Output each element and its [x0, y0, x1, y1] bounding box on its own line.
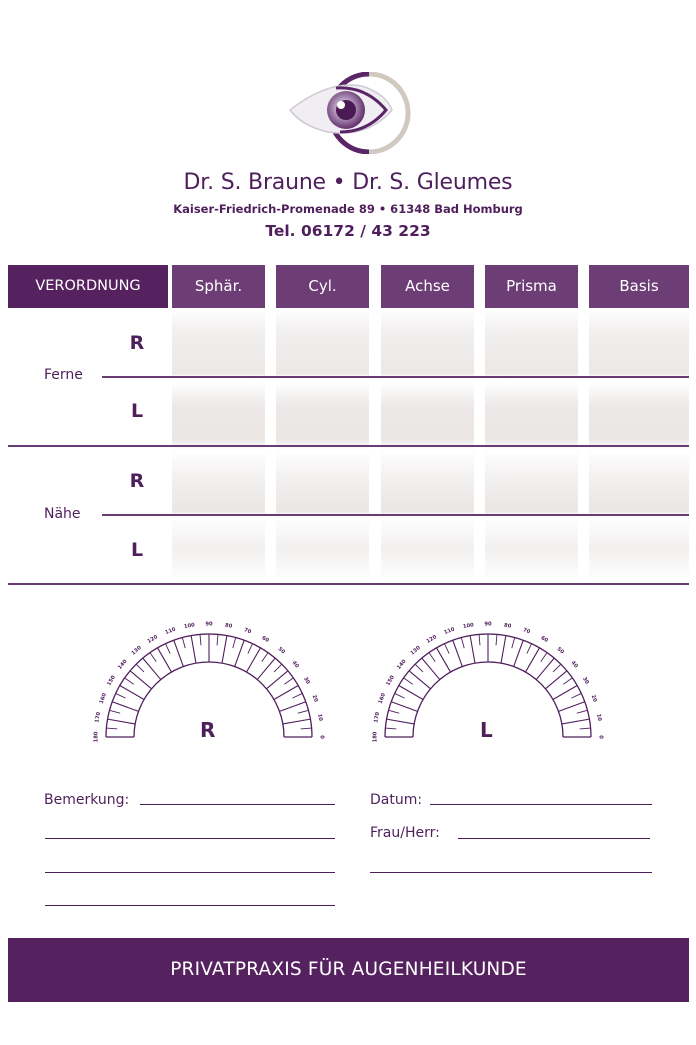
gauge-tick-label: 10	[595, 713, 603, 722]
row-label-naehe: Nähe	[44, 506, 81, 522]
gauge-tick	[580, 728, 591, 729]
gauge-tick	[150, 653, 156, 662]
table-title: VERORDNUNG	[8, 265, 168, 308]
gauge-tick	[470, 636, 475, 664]
gauge-tick	[112, 702, 138, 712]
gauge-tick	[283, 719, 311, 724]
remark-line-1[interactable]	[140, 804, 335, 805]
gauge-tick	[200, 634, 201, 645]
gauge-label-left: L	[480, 718, 493, 742]
gauge-tick	[233, 638, 236, 649]
ferne-right-eye-label: R	[129, 332, 145, 354]
gauge-tick-label: 70	[243, 627, 252, 636]
gauge-tick-label: 20	[310, 694, 319, 703]
gauge-tick-label: 60	[539, 635, 549, 644]
gauge-tick	[108, 719, 136, 724]
gauge-tick-label: 180	[372, 731, 379, 743]
gauge-tick-label: 140	[396, 658, 408, 671]
gauge-tick	[391, 702, 417, 712]
gauge-tick	[496, 634, 497, 645]
date-label: Datum:	[370, 792, 423, 808]
practice-phone: Tel. 06172 / 43 223	[265, 222, 431, 240]
gauge-tick-label: 120	[425, 634, 438, 645]
gauge-tick-label: 120	[146, 634, 159, 645]
gauge-tick	[512, 638, 515, 649]
gauge-tick	[165, 644, 170, 654]
gauge-tick	[266, 671, 287, 689]
gauge-tick	[541, 653, 547, 662]
gauge-tick-label: 0	[318, 735, 325, 739]
gauge-tick	[130, 671, 151, 689]
gauge-tick-label: 170	[373, 711, 382, 724]
gauge-tick-label: 40	[290, 659, 300, 670]
remark-line-2[interactable]	[45, 838, 335, 839]
ferne-divider	[102, 376, 689, 378]
gauge-tick-label: 0	[597, 735, 604, 739]
gauge-tick	[563, 678, 572, 684]
gauge-tick-label: 150	[106, 674, 117, 687]
gauge-tick	[558, 702, 584, 712]
gauge-tick	[110, 710, 121, 713]
gauge-tick	[274, 664, 282, 672]
gauge-tick	[536, 658, 554, 679]
date-line[interactable]	[430, 804, 652, 805]
gauge-tick-label: 80	[224, 622, 233, 630]
column-header-prisma: Prisma	[485, 265, 578, 308]
gauge-tick	[545, 671, 566, 689]
gauge-tick	[217, 634, 218, 645]
gauge-tick	[571, 693, 581, 698]
row-label-ferne: Ferne	[44, 367, 83, 383]
gauge-tick-label: 100	[462, 622, 475, 631]
gauge-tick	[422, 658, 440, 679]
patient-line-2[interactable]	[370, 872, 652, 873]
gauge-tick	[279, 702, 305, 712]
gauge-tick-label: 110	[164, 626, 177, 636]
column-header-basis: Basis	[589, 265, 689, 308]
row-separator	[8, 445, 689, 447]
gauge-tick-label: 30	[302, 676, 311, 686]
gauge-tick	[222, 636, 227, 664]
gauge-tick	[191, 636, 196, 664]
gauge-tick-label: 100	[183, 622, 196, 631]
gauge-tick-label: 30	[581, 676, 590, 686]
gauge-tick-label: 70	[522, 627, 531, 636]
gauge-tick	[444, 644, 449, 654]
gauge-tick	[182, 638, 185, 649]
gauge-tick-label: 10	[316, 713, 324, 722]
naehe-left-eye-label: L	[130, 539, 144, 561]
gauge-tick-label: 50	[555, 646, 566, 656]
gauge-tick-label: 160	[98, 692, 108, 705]
prescription-table-header	[8, 265, 689, 308]
gauge-tick	[389, 710, 400, 713]
footer-banner: PRIVATPRAXIS FÜR AUGENHEILKUNDE	[8, 938, 689, 1002]
gauge-tick	[257, 658, 275, 679]
gauge-tick	[262, 653, 268, 662]
gauge-tick	[248, 644, 253, 654]
column-header-sphaer: Sphär.	[172, 265, 265, 308]
ferne-left-eye-label: L	[130, 400, 144, 422]
gauge-tick-label: 80	[503, 622, 512, 630]
gauge-tick	[514, 640, 524, 666]
gauge-tick-label: 180	[93, 731, 100, 743]
practice-address: Kaiser-Friedrich-Promenade 89 • 61348 Bad Homburg	[173, 202, 523, 216]
doctor-names: Dr. S. Braune • Dr. S. Gleumes	[183, 170, 513, 195]
gauge-tick	[136, 664, 144, 672]
gauge-tick-label: 140	[117, 658, 129, 671]
patient-label: Frau/Herr:	[370, 825, 440, 841]
gauge-tick-label: 160	[377, 692, 387, 705]
gauge-tick	[404, 678, 413, 684]
gauge-tick-label: 90	[484, 621, 492, 628]
gauge-tick-label: 130	[130, 645, 143, 657]
gauge-tick	[301, 728, 312, 729]
gauge-tick	[174, 640, 184, 666]
patient-line[interactable]	[458, 838, 650, 839]
gauge-tick-label: 130	[409, 645, 422, 657]
gauge-tick-label: 20	[589, 694, 598, 703]
gauge-tick	[395, 693, 405, 698]
gauge-tick	[553, 664, 561, 672]
naehe-divider	[102, 514, 689, 516]
table-bottom-line	[8, 583, 689, 585]
gauge-tick	[409, 671, 430, 689]
gauge-tick	[298, 710, 309, 713]
gauge-tick	[235, 640, 245, 666]
gauge-tick	[284, 678, 293, 684]
gauge-label-right: R	[200, 718, 216, 742]
gauge-tick	[387, 719, 415, 724]
remark-line-4[interactable]	[45, 905, 335, 906]
naehe-right-eye-label: R	[129, 470, 145, 492]
gauge-tick	[577, 710, 588, 713]
gauge-tick	[461, 638, 464, 649]
gauge-tick	[116, 693, 126, 698]
gauge-tick-label: 40	[569, 659, 579, 670]
gauge-tick	[527, 644, 532, 654]
gauge-tick-label: 60	[260, 635, 270, 644]
gauge-tick	[385, 728, 396, 729]
remark-line-3[interactable]	[45, 872, 335, 873]
gauge-tick	[125, 678, 134, 684]
column-header-cyl: Cyl.	[276, 265, 369, 308]
gauge-tick	[479, 634, 480, 645]
eye-logo	[288, 72, 412, 154]
remark-label: Bemerkung:	[44, 792, 130, 808]
gauge-tick-label: 50	[276, 646, 287, 656]
gauge-tick	[415, 664, 423, 672]
gauge-tick	[106, 728, 117, 729]
gauge-tick-label: 90	[205, 621, 213, 628]
gauge-tick	[292, 693, 302, 698]
gauge-tick-label: 110	[443, 626, 456, 636]
column-header-achse: Achse	[381, 265, 474, 308]
gauge-tick	[453, 640, 463, 666]
gauge-tick-label: 150	[385, 674, 396, 687]
gauge-tick	[429, 653, 435, 662]
gauge-tick	[501, 636, 506, 664]
gauge-tick	[562, 719, 590, 724]
gauge-tick-label: 170	[94, 711, 103, 724]
gauge-tick	[143, 658, 161, 679]
